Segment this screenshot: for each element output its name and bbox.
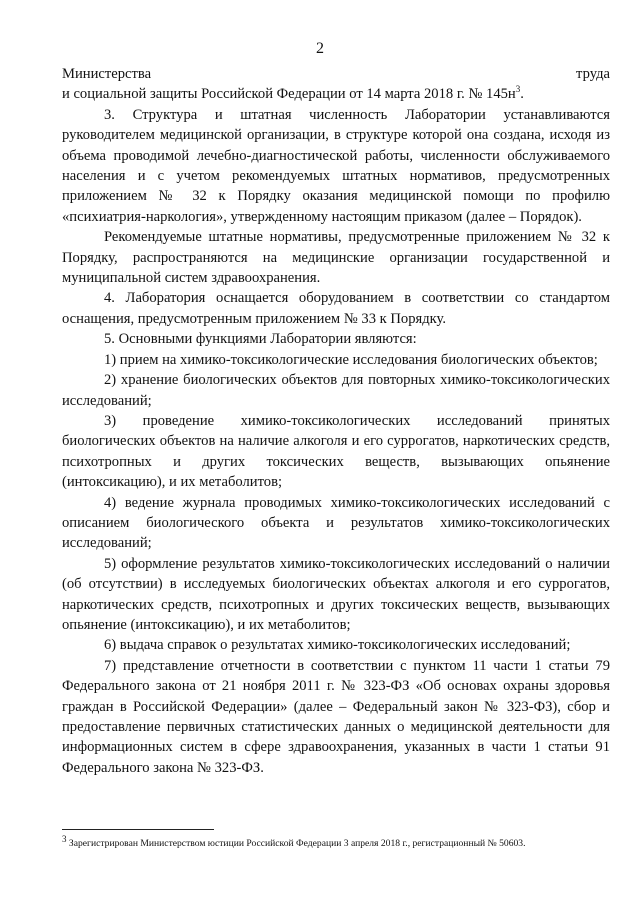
page-number: 2 bbox=[316, 40, 324, 57]
footnote bbox=[62, 833, 610, 850]
function-item-7: 7) представление отчетности в соответствии с пунктом 11 части 1 статьи 79 Федерального закона от 21 ноября 2011 г. № 323-ФЗ «Об основах охраны здоровья граждан в Российской Федерации» (далее – Федеральный закон № 323-ФЗ), сбор и предоставление первичных статистических данных о медицинской деятельности для информационных систем в сфере здравоохранения, указанных в части 1 статьи 91 Федерального закона № 323-ФЗ. bbox=[62, 657, 610, 776]
function-item-3: 3) проведение химико-токсикологических исследований принятых биологических объектов на наличие алкоголя и его суррогатов, наркотических средств, психотропных и других токсических веществ, вызывающих опьянение (интоксикацию), и их метаболитов; bbox=[62, 412, 610, 491]
footnote-divider bbox=[62, 829, 214, 830]
function-item-1: 1) прием на химико-токсикологические исследования биологических объектов; bbox=[104, 351, 598, 368]
paragraph-5: 5. Основными функциями Лаборатории являются: bbox=[104, 331, 417, 348]
function-item-6: 6) выдача справок о результатах химико-токсикологических исследований; bbox=[104, 637, 571, 654]
function-item-2: 2) хранение биологических объектов для повторных химико-токсикологических исследований; bbox=[62, 372, 610, 409]
continued-line-right: труда bbox=[576, 66, 610, 82]
continued-line-2-text: и социальной защиты Российской Федерации от 14 марта 2018 г. № 145н bbox=[62, 86, 516, 103]
function-item-5: 5) оформление результатов химико-токсикологических исследований о наличии (об отсутствии) в исследуемых биологических объектах алкоголя и его суррогатов, наркотических средств, психотропных и других токсических веществ, вызывающих опьянение (интоксикацию), и их метаболитов; bbox=[62, 555, 610, 633]
paragraph-3-staff-norms: Рекомендуемые штатные нормативы, предусмотренные приложением № 32 к Порядку, распространяются на медицинские организации государственной и муниципальной систем здравоохранения. bbox=[62, 229, 610, 287]
document-body bbox=[62, 64, 610, 778]
continued-line-2-end: . bbox=[520, 86, 524, 103]
continued-line-2 bbox=[62, 84, 610, 104]
function-item-4: 4) ведение журнала проводимых химико-токсикологических исследований с описанием биологического объекта и результатов химико-токсикологических исследований; bbox=[62, 494, 610, 552]
continued-line bbox=[62, 64, 610, 84]
footnote-mark: 3 bbox=[62, 833, 67, 844]
paragraph-3: 3. Структура и штатная численность Лаборатории устанавливаются руководителем медицинской организации, в структуре которой она создана, исходя из объема проводимой лечебно-диагностической работы, численности обслуживаемого населения и с учетом рекомендуемых штатных нормативов, предусмотренных приложением № 32 к Порядку оказания медицинской помощи по профилю «психиатрия-наркология», утвержденному настоящим приказом (далее – Порядок). bbox=[62, 106, 610, 225]
paragraph-4: 4. Лаборатория оснащается оборудованием в соответствии со стандартом оснащения, предусмотренным приложением № 33 к Порядку. bbox=[62, 290, 610, 327]
footnote-ref: 3 bbox=[515, 84, 521, 95]
continued-line-left: Министерства bbox=[62, 66, 152, 82]
footnote-text: Зарегистрирован Министерством юстиции Российской Федерации 3 апреля 2018 г., регистрационный № 50603. bbox=[66, 838, 526, 849]
